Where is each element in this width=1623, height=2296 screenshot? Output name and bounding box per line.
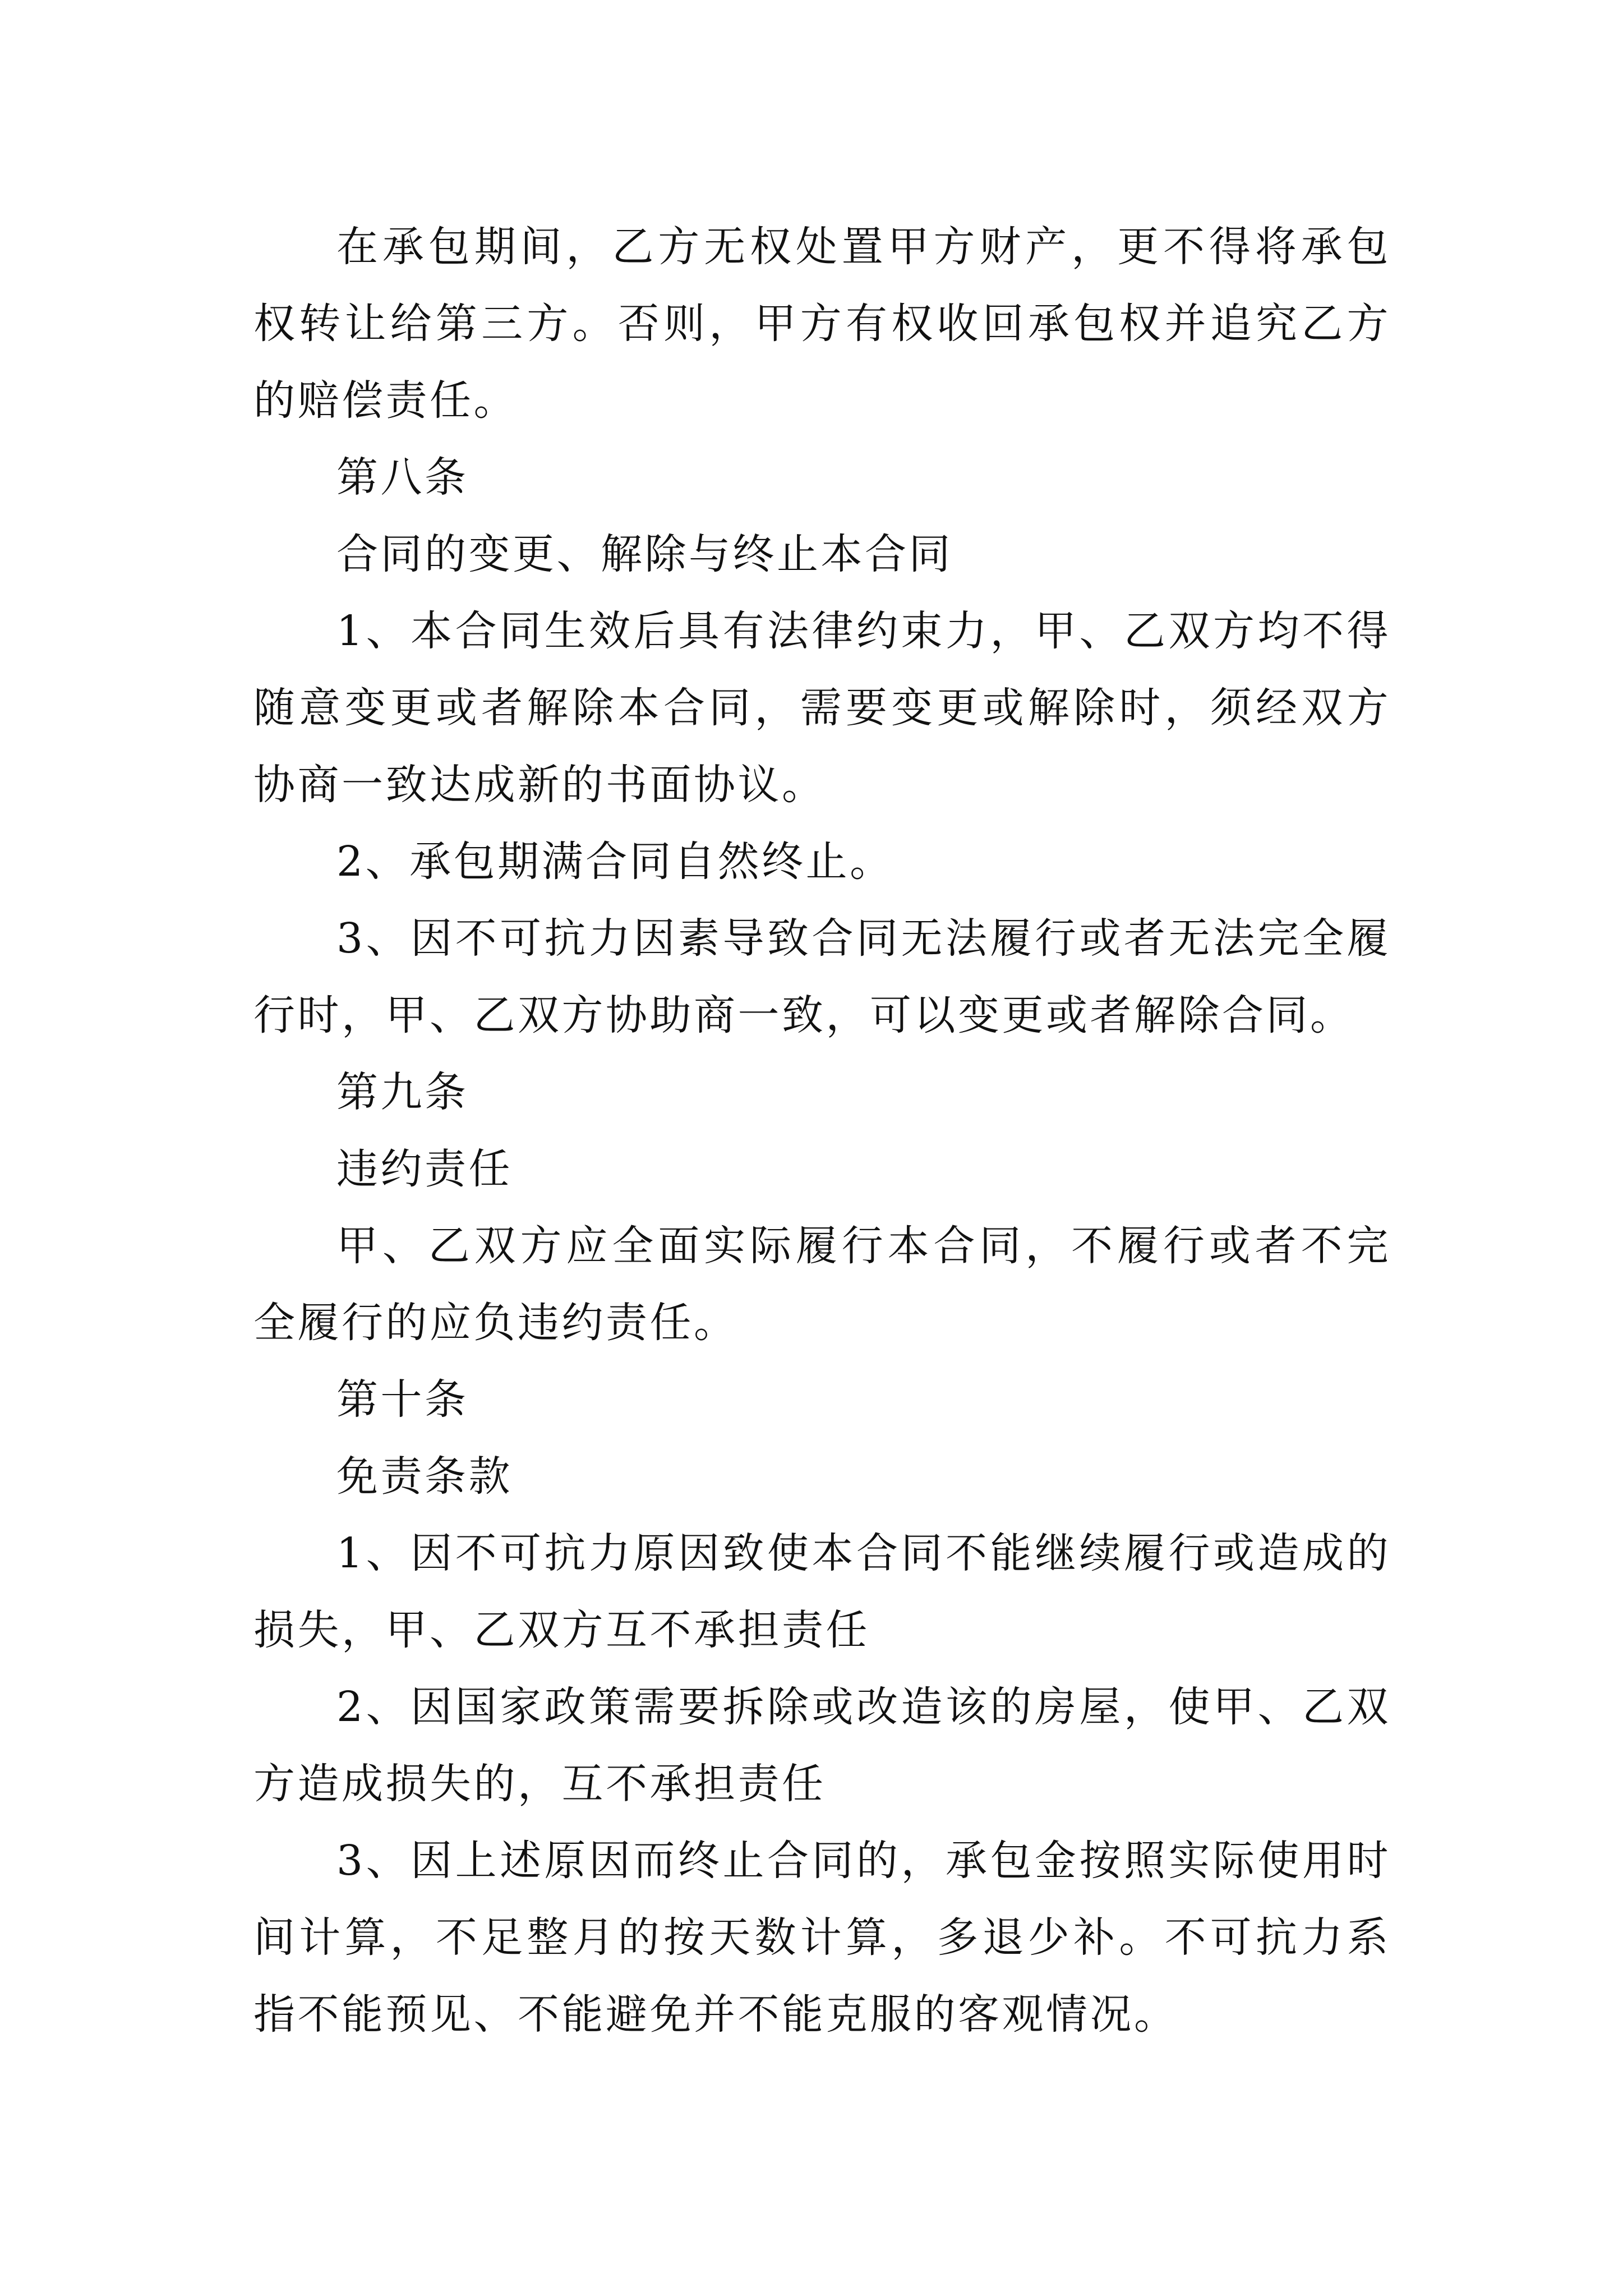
article-10-clause-1: 1、因不可抗力原因致使本合同不能继续履行或造成的损失，甲、乙双方互不承担责任 bbox=[253, 1529, 1391, 1654]
article-8-title: 合同的变更、解除与终止本合同 bbox=[336, 530, 953, 578]
article-8-clause-1: 1、本合同生效后具有法律约束力，甲、乙双方均不得随意变更或者解除本合同，需要变更或解除时，须经双方协商一致达成新的书面协议。 bbox=[253, 607, 1391, 809]
article-9-body: 甲、乙双方应全面实际履行本合同，不履行或者不完全履行的应负违约责任。 bbox=[253, 1222, 1391, 1347]
article-10-clause-3: 3、因上述原因而终止合同的，承包金按照实际使用时间计算，不足整月的按天数计算，多退少补。不可抗力系指不能预见、不能避免并不能克服的客观情况。 bbox=[253, 1837, 1391, 2039]
article-8-clause-2: 2、承包期满合同自然终止。 bbox=[336, 838, 894, 886]
article-8-clause-3: 3、因不可抗力因素导致合同无法履行或者无法完全履行时，甲、乙双方协助商一致，可以变更或者解除合同。 bbox=[253, 914, 1391, 1039]
article-10-clause-2: 2、因国家政策需要拆除或改造该的房屋，使甲、乙双方造成损失的，互不承担责任 bbox=[253, 1683, 1391, 1808]
article-9-number: 第九条 bbox=[336, 1068, 469, 1116]
paragraph-contract-transfer: 在承包期间，乙方无权处置甲方财产，更不得将承包权转让给第三方。否则，甲方有权收回承包权并追究乙方的赔偿责任。 bbox=[253, 223, 1391, 425]
article-9-title: 违约责任 bbox=[336, 1145, 513, 1193]
article-8-number: 第八条 bbox=[336, 453, 469, 501]
article-10-number: 第十条 bbox=[336, 1375, 469, 1424]
article-10-title: 免责条款 bbox=[336, 1452, 513, 1501]
document-body bbox=[253, 209, 1391, 2053]
